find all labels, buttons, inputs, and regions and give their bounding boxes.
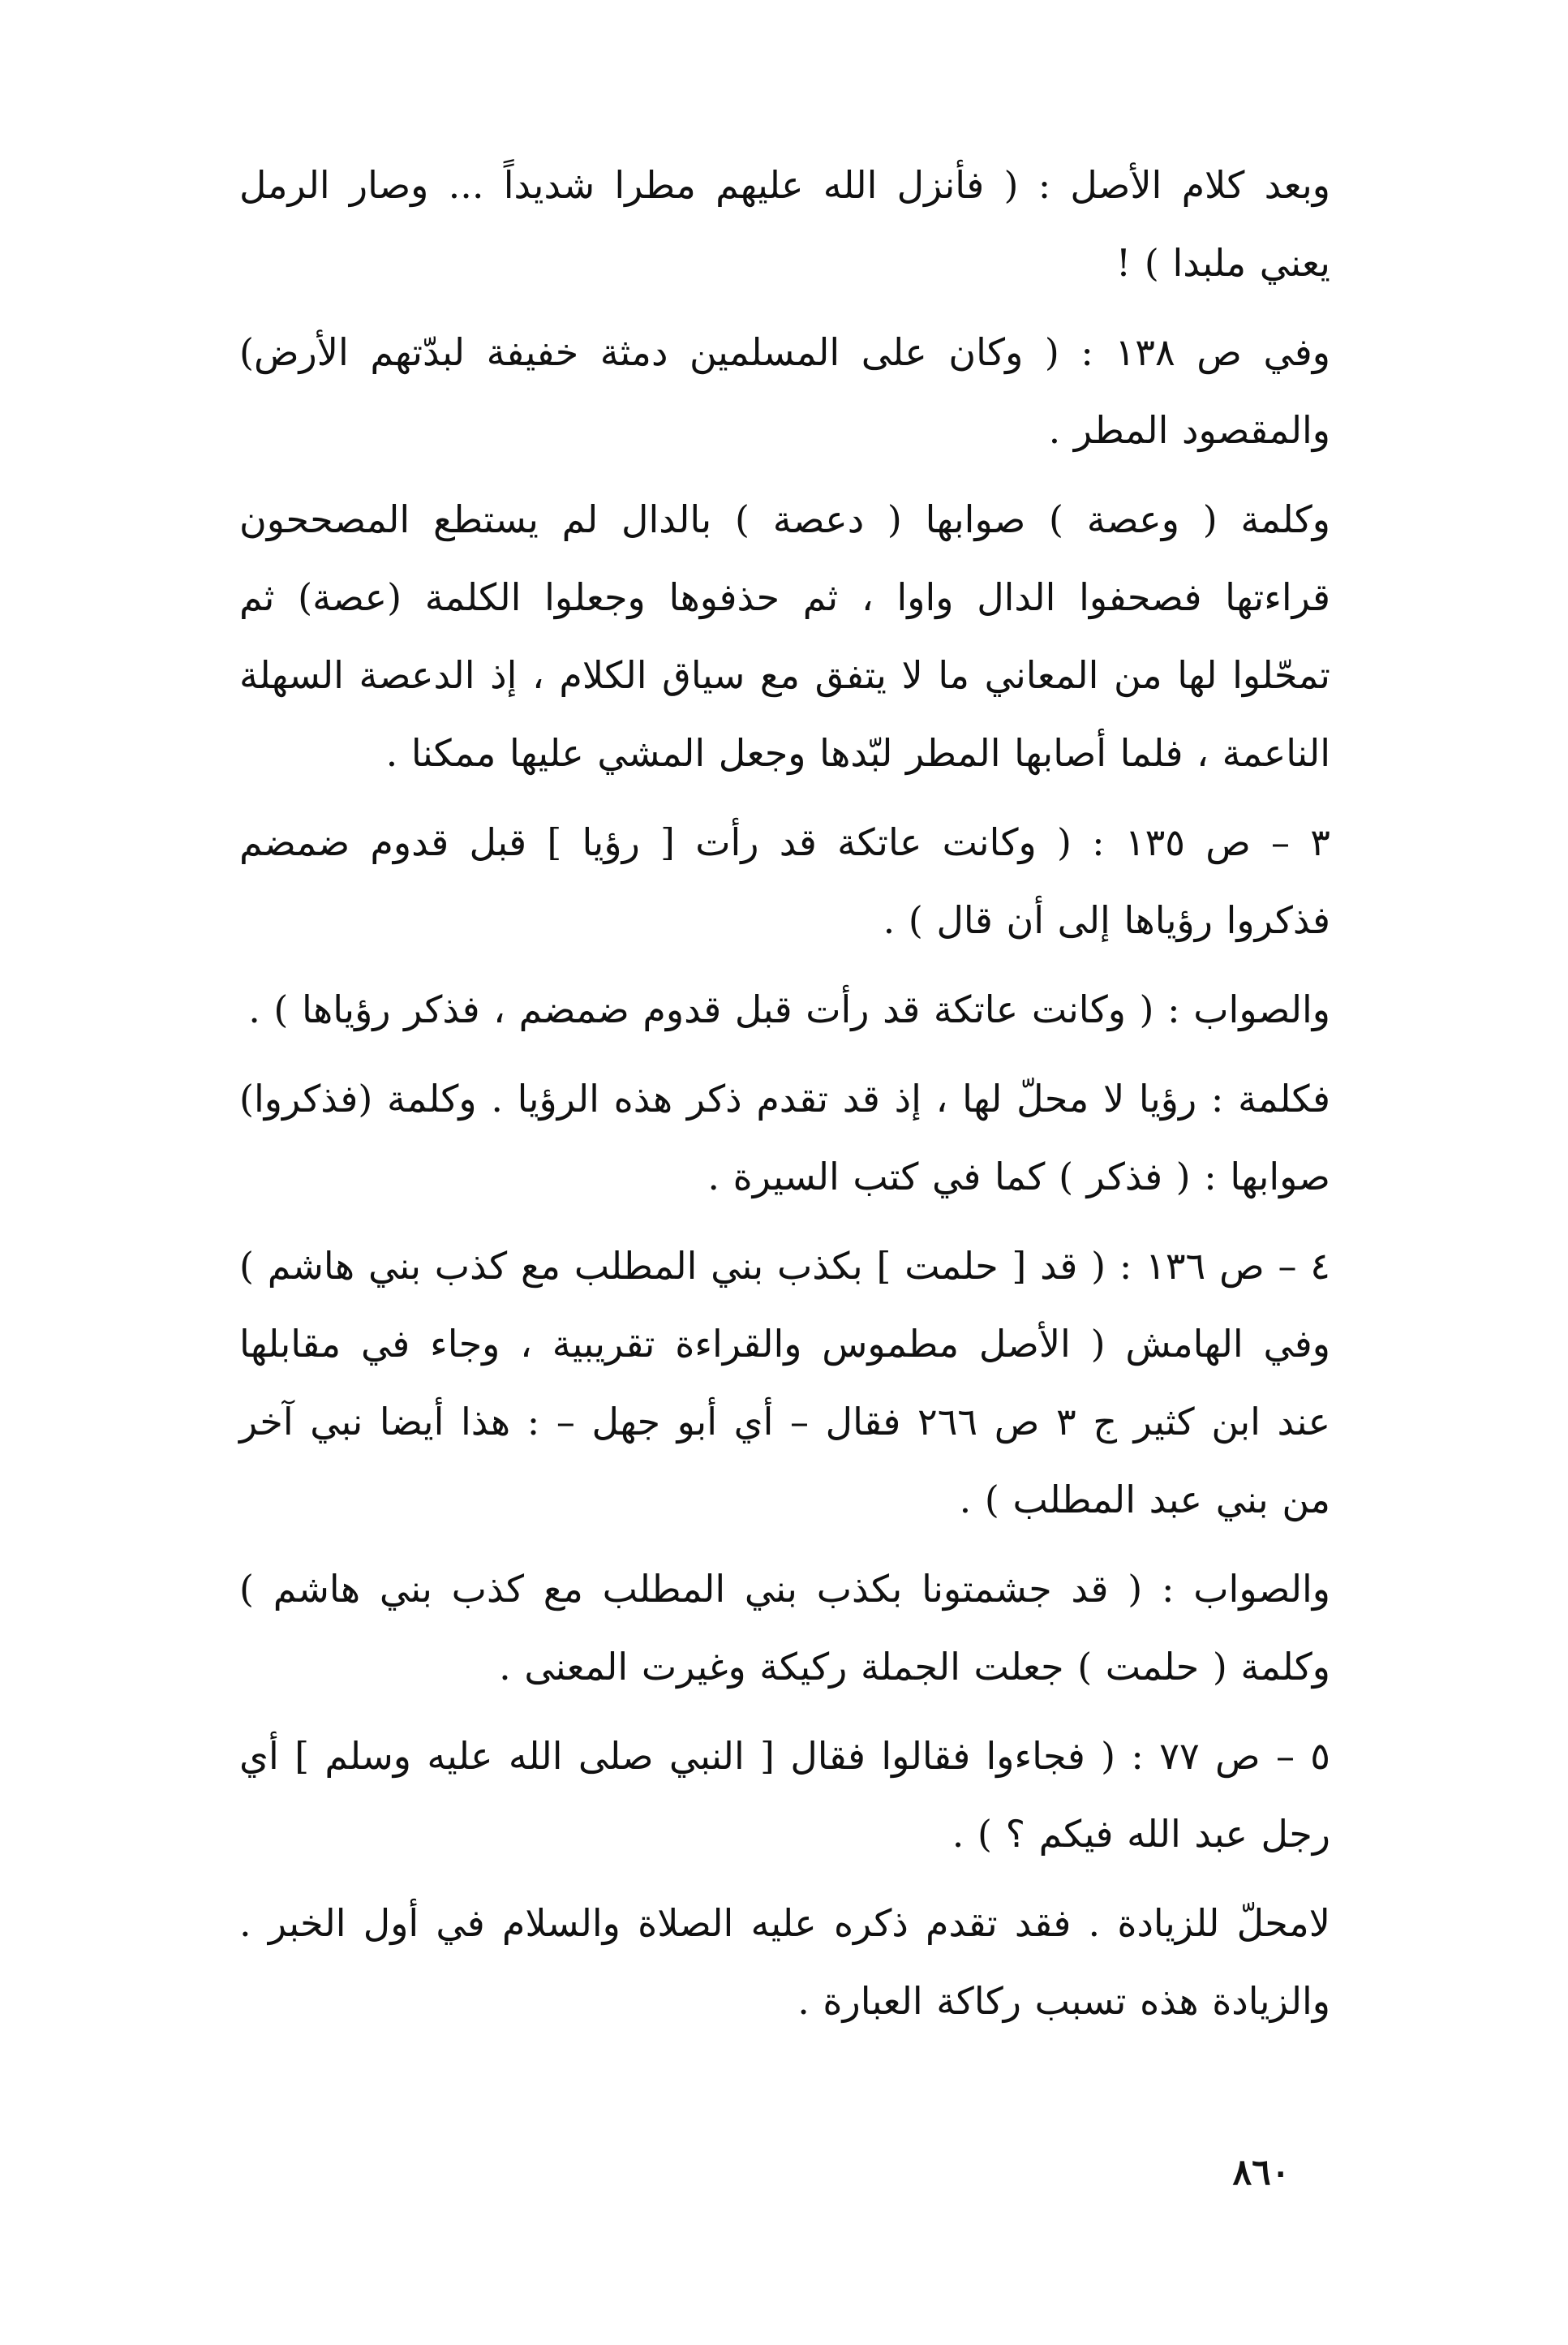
paragraph-10: لامحلّ للزيادة . فقد تقدم ذكره عليه الصلاة والسلام في أول الخبر . والزيادة هذه تسبب ركاكة العبارة . [239,1901,1330,2023]
paragraph-5: والصواب : ( وكانت عاتكة قد رأت قبل قدوم ضمضم ، فذكر رؤياها ) . [248,987,1330,1031]
paragraph-2: وفي ص ١٣٨ : ( وكان على المسلمين دمثة خفيفة لبدّتهم الأرض) والمقصود المطر . [239,330,1331,452]
page-body [239,146,1330,2051]
paragraph-3: وكلمة ( وعصة ) صوابها ( دعصة ) بالدال لم يستطع المصححون قراءتها فصحفوا الدال واوا ، ثم حذفوها وجعلوا الكلمة (عصة) ثم تمحّلوا لها من المعاني ما لا يتفق مع سياق الكلام ، إذ الدعصة السهلة الناعمة ، فلما أصابها المطر لبّدها وجعل المشي عليها ممكنا . [239,497,1330,775]
paragraph-6: فكلمة : رؤيا لا محلّ لها ، إذ قد تقدم ذكر هذه الرؤيا . وكلمة (فذكروا) صوابها : ( فذكر ) كما في كتب السيرة . [239,1077,1330,1198]
paragraph-9: ٥ – ص ٧٧ : ( فجاءوا فقالوا فقال [ النبي صلى الله عليه وسلم ] أي رجل عبد الله فيكم ؟ ) . [239,1734,1331,1856]
paragraph-1: وبعد كلام الأصل : ( فأنزل الله عليهم مطرا شديداً ... وصار الرمل يعني ملبدا ) ! [239,163,1330,285]
paragraph-4: ٣ – ص ١٣٥ : ( وكانت عاتكة قد رأت [ رؤيا ] قبل قدوم ضمضم فذكروا رؤياها إلى أن قال ) . [239,820,1330,942]
paragraph-7: ٤ – ص ١٣٦ : ( قد [ حلمت ] بكذب بني المطلب مع كذب بني هاشم ) وفي الهامش ( الأصل مطموس والقراءة تقريبية ، وجاء في مقابلها عند ابن كثير ج ٣ ص ٢٦٦ فقال – أي أبو جهل – : هذا أيضا نبي آخر من بني عبد المطلب ) . [239,1244,1331,1521]
paragraph-8: والصواب : ( قد جشمتونا بكذب بني المطلب مع كذب بني هاشم ) وكلمة ( حلمت ) جعلت الجملة ركيكة وغيرت المعنى . [239,1567,1330,1689]
page-number: ٨٦٠ [1232,2152,1291,2193]
